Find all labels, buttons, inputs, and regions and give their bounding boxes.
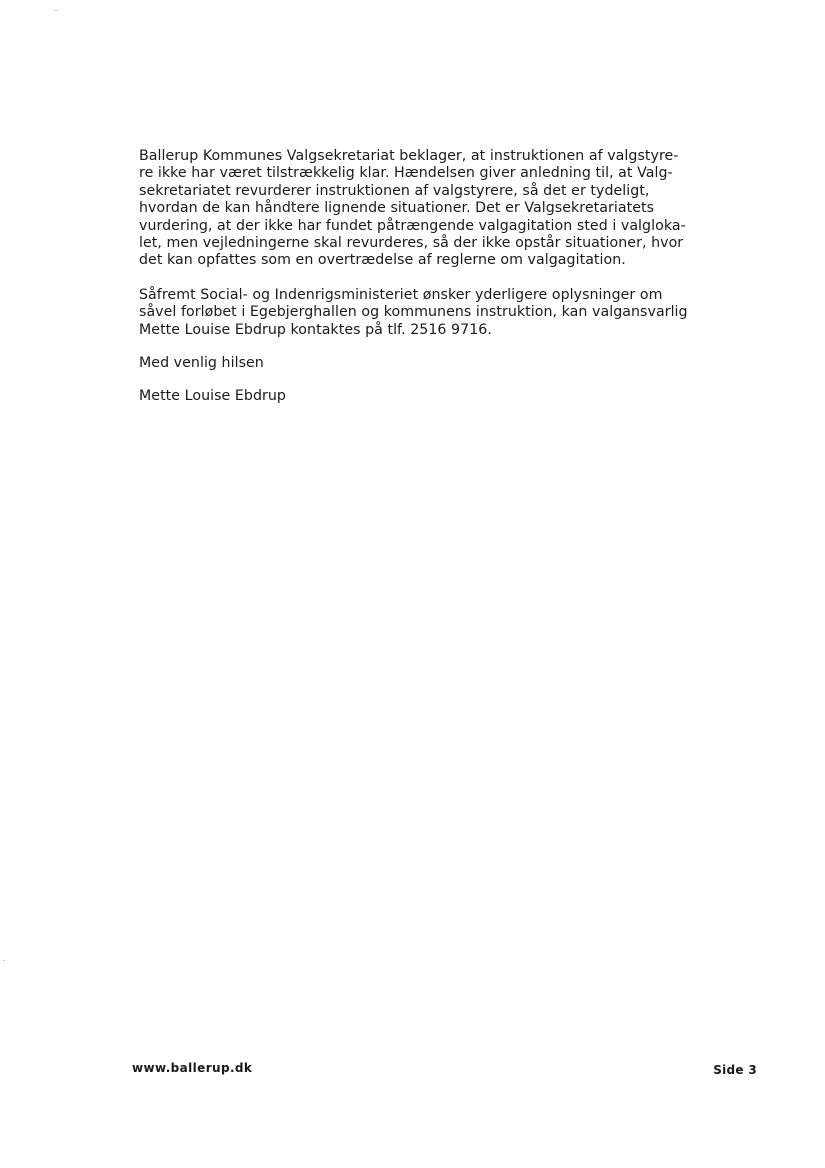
letter-body [139,148,709,406]
text-line: Såfremt Social- og Indenrigsministeriet ønsker yderligere oplysninger om [139,286,663,303]
text-line: hvordan de kan håndtere lignende situationer. Det er Valgsekretariatets [139,200,655,217]
text-line: Med venlig hilsen [139,355,264,372]
text-line: vurdering, at der ikke har fundet påtrængende valgagitation sted i valgloka- [139,217,686,234]
text-line: let, men vejledningerne skal revurderes, så der ikke opstår situationer, hvor [139,235,684,252]
text-line: re ikke har været tilstrækkelig klar. Hændelsen giver anledning til, at Valg- [139,165,673,182]
text-line: sekretariatet revurderer instruktionen af valgstyrere, så det er tydeligt, [139,182,650,199]
text-line: Mette Louise Ebdrup kontaktes på tlf. 2516 9716. [139,321,492,338]
paragraph-apology [139,148,709,270]
text-line: Mette Louise Ebdrup [139,388,286,405]
signature-name [139,388,709,405]
scan-artifact [3,960,5,961]
text-line: Ballerup Kommunes Valgsekretariat beklager, at instruktionen af valgstyre- [139,148,679,164]
footer-website-url: www.ballerup.dk [132,1061,253,1075]
text-line: det kan opfattes som en overtrædelse af reglerne om valgagitation. [139,252,626,269]
text-line: såvel forløbet i Egebjerghallen og kommunens instruktion, kan valgansvarlig [139,304,688,321]
closing-greeting [139,355,709,372]
paragraph-contact [139,287,709,339]
footer-page-number: Side 3 [713,1063,757,1077]
scan-artifact [55,10,57,11]
